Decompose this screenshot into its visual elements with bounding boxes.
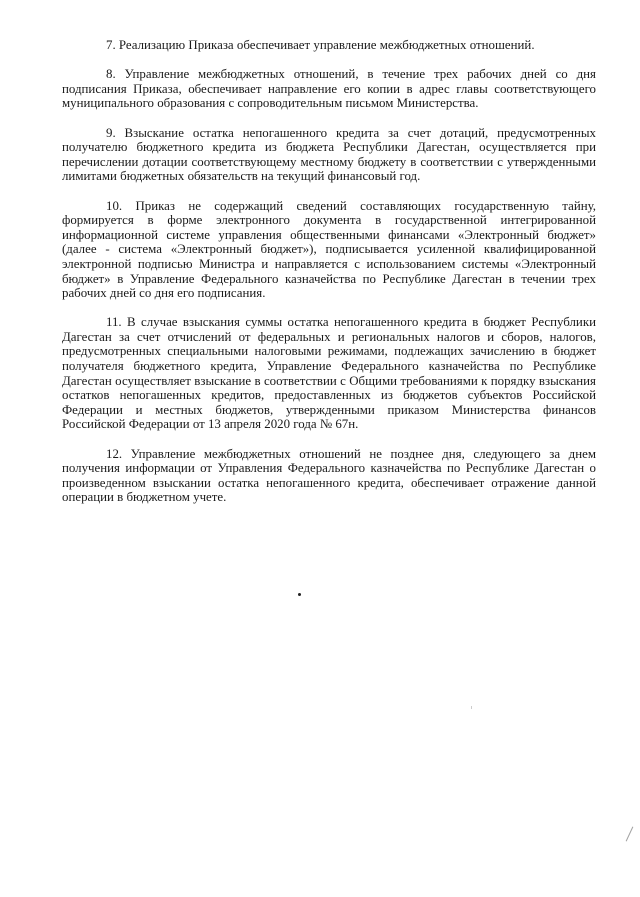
paragraph-10: 10. Приказ не содержащий сведений составляющих государственную тайну, формируется в форме электронного документа в государственной интегрированной информационной системе управления общественными финансами «Электронный бюджет» (далее - система «Электронный бюджет»), подписывается усиленной квалифицированной электронной подписью Министра и направляется с использованием системы «Электронный бюджет» в Управление Федерального казначейства по Республике Дагестан в течении трех рабочих дней со дня его подписания.: [62, 198, 596, 301]
scan-artifact-mark: [471, 706, 472, 709]
document-body: [62, 38, 596, 520]
paragraph-11: 11. В случае взыскания суммы остатка непогашенного кредита в бюджет Республики Дагестан за счет отчислений от федеральных и региональных налогов и сборов, налогов, предусмотренных специальными налоговыми режимами, подлежащих зачислению в бюджет получателя бюджетного кредита, Управление Федерального казначейства по Республике Дагестан осуществляет взыскание в соответствии с Общими требованиями к порядку взыскания остатков непогашенных кредитов, предоставленных из бюджетов субъектов Российской Федерации и местных бюджетов, утвержденными приказом Министерства финансов Российской Федерации от 13 апреля 2020 года № 67н.: [62, 315, 596, 432]
paragraph-8: 8. Управление межбюджетных отношений, в течение трех рабочих дней со дня подписания Приказа, обеспечивает направление его копии в адрес главы соответствующего муниципального образования с сопроводительным письмом Министерства.: [62, 67, 596, 111]
paragraph-12: 12. Управление межбюджетных отношений не позднее дня, следующего за днем получения информации от Управления Федерального казначейства по Республике Дагестан о произведенном взыскании остатка непогашенного кредита, обеспечивает отражение данной операции в бюджетном учете.: [62, 446, 596, 505]
stray-dot-mark: [298, 593, 301, 596]
paragraph-7: 7. Реализацию Приказа обеспечивает управление межбюджетных отношений.: [106, 38, 535, 52]
paragraph-9: 9. Взыскание остатка непогашенного кредита за счет дотаций, предусмотренных получателю бюджетного кредита из бюджета Республики Дагестан, осуществляется при перечислении дотации соответствующему местному бюджету в соответствии с утвержденными лимитами бюджетных обязательств на текущий финансовый год.: [62, 125, 596, 184]
scan-artifact-mark: [626, 827, 634, 842]
